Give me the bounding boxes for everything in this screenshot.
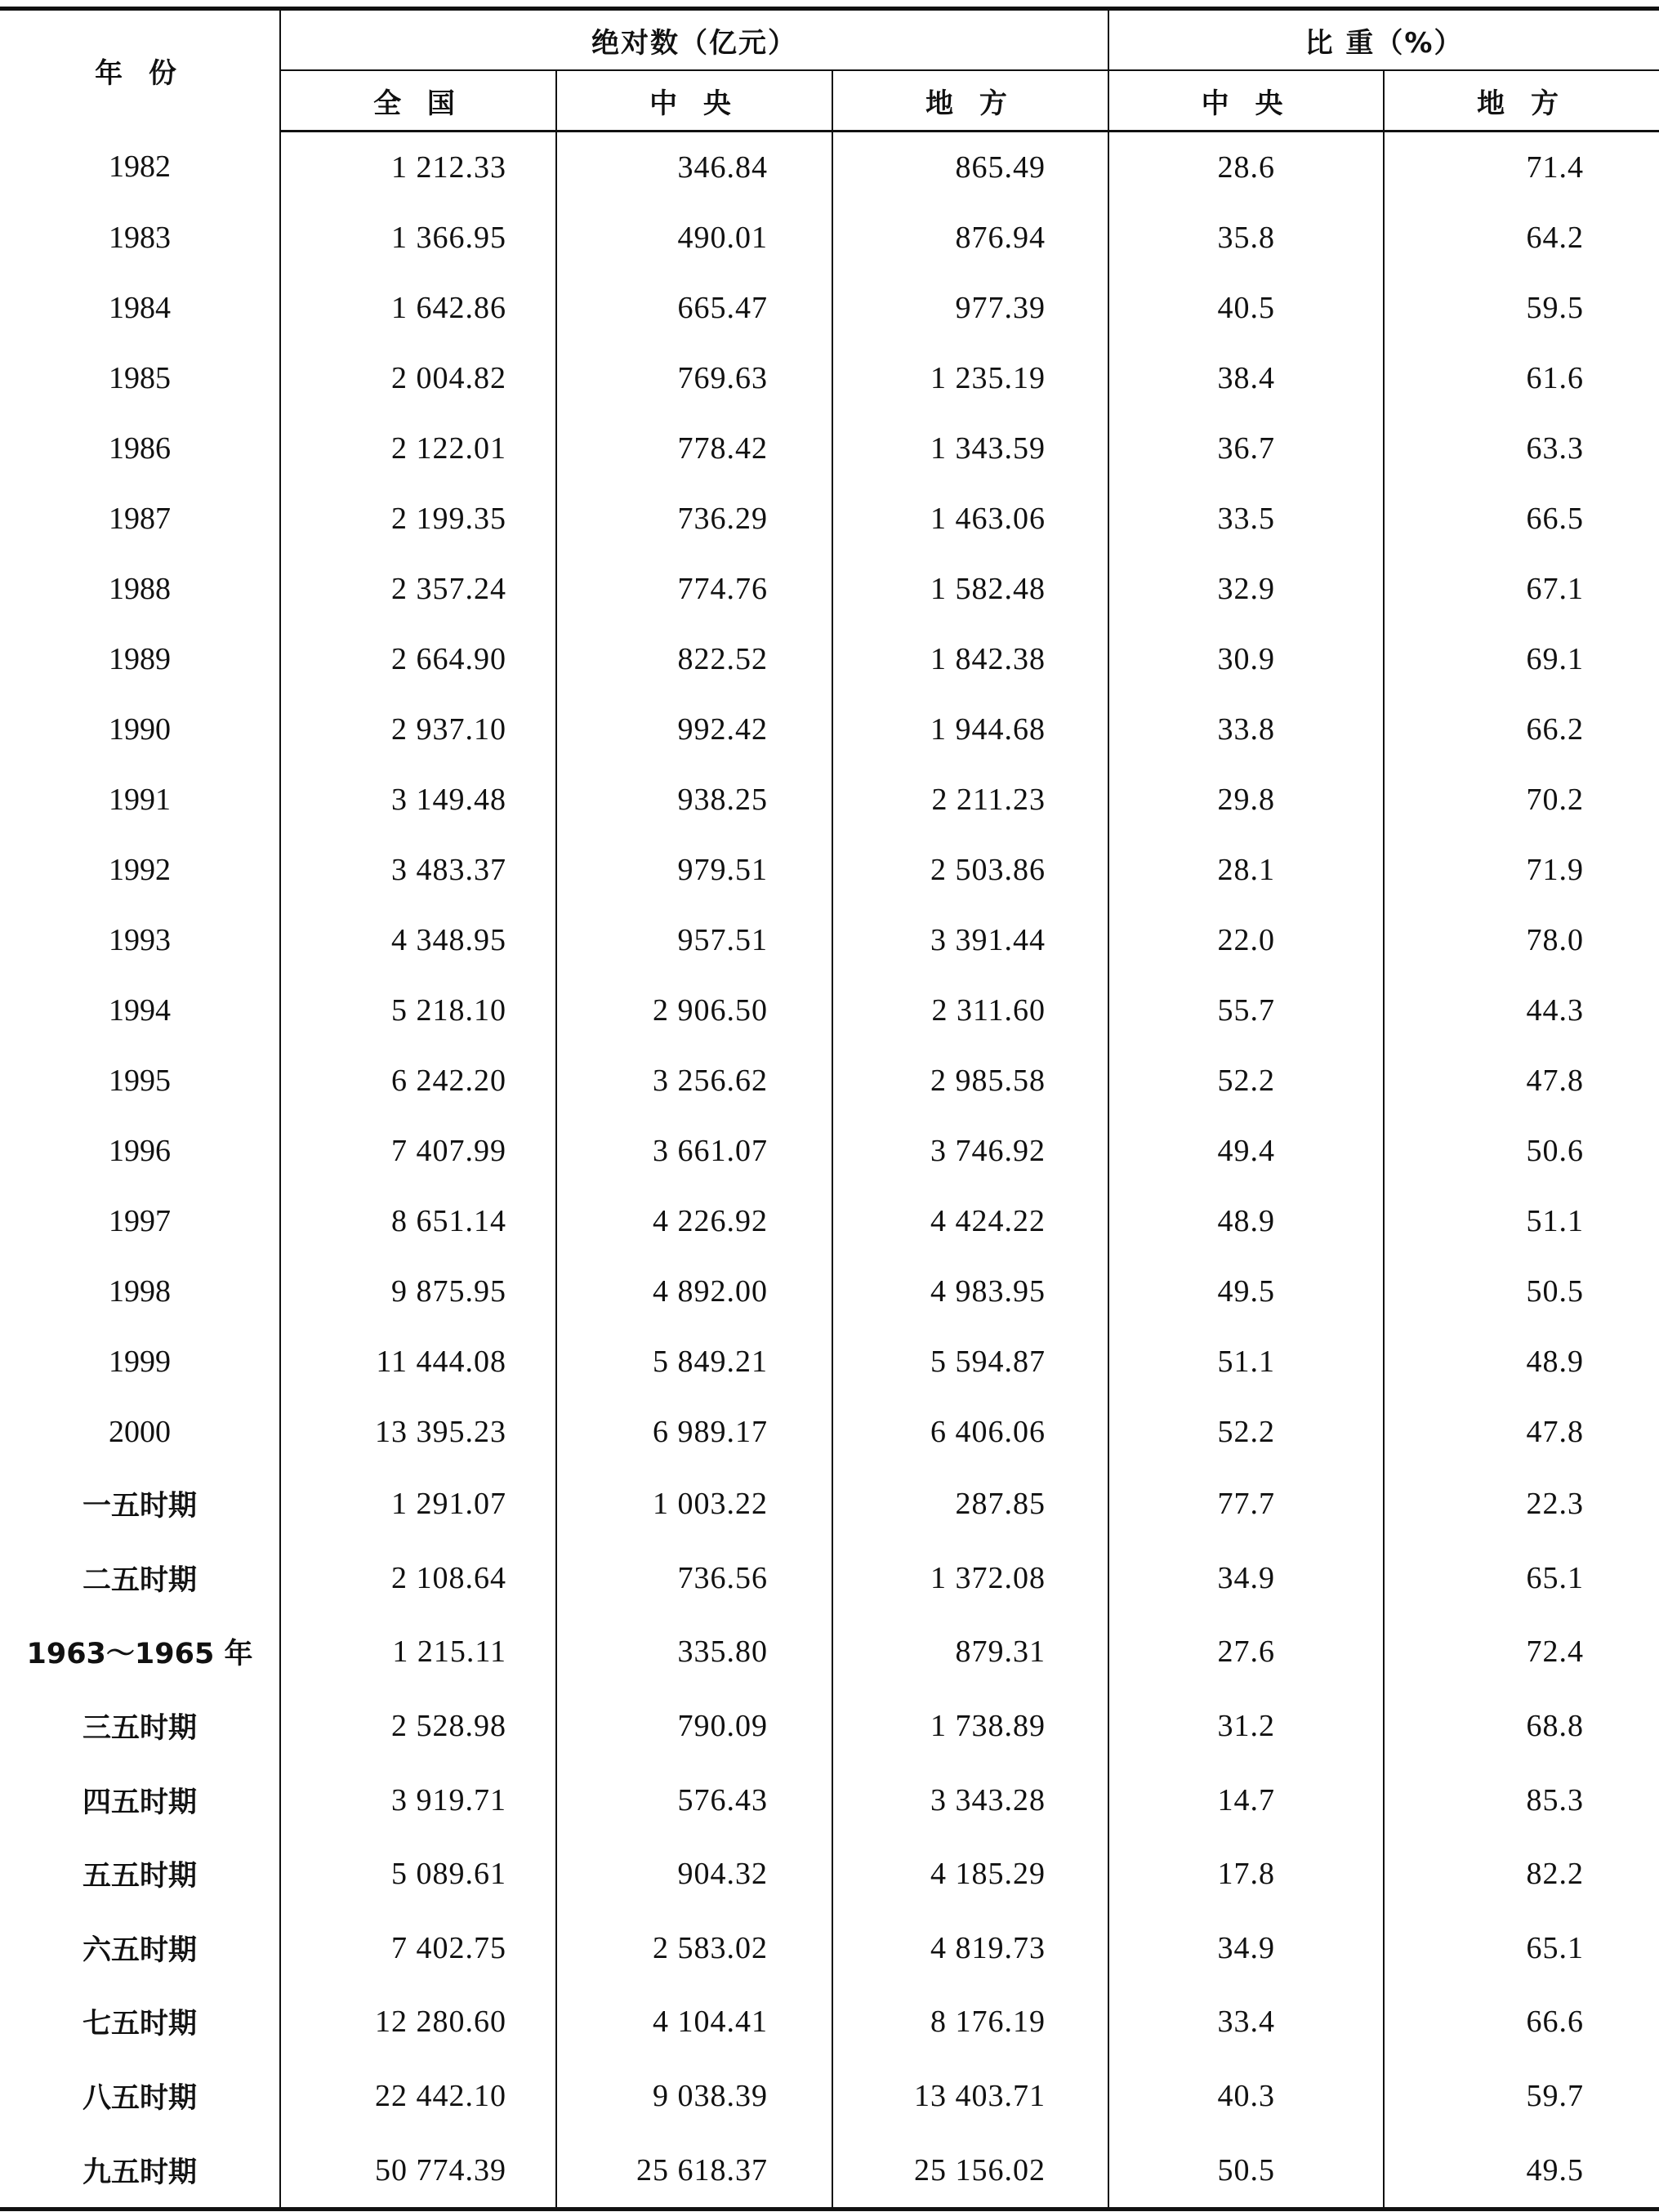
- cell-abs-total: 3 149.48: [280, 765, 556, 835]
- cell-abs-local: 2 985.58: [832, 1046, 1108, 1116]
- cell-share-central: 36.7: [1108, 413, 1384, 484]
- header-absolute-group: 绝对数（亿元）: [280, 9, 1108, 71]
- table-row: [0, 132, 1659, 203]
- cell-share-central: 34.9: [1108, 1911, 1384, 1986]
- cell-abs-total: 2 528.98: [280, 1689, 556, 1764]
- cell-abs-total: 1 291.07: [280, 1467, 556, 1541]
- cell-abs-total: 4 348.95: [280, 905, 556, 975]
- cell-abs-local: 287.85: [832, 1467, 1108, 1541]
- cell-abs-local: 4 819.73: [832, 1911, 1108, 1986]
- cell-share-local: 66.2: [1384, 694, 1659, 765]
- cell-abs-central: 2 583.02: [556, 1911, 832, 1986]
- cell-share-local: 50.6: [1384, 1116, 1659, 1186]
- table-row: [0, 1837, 1659, 1911]
- cell-year: 六五时期: [82, 1933, 197, 1967]
- cell-year: 四五时期: [82, 1786, 197, 1819]
- cell-abs-local: 2 503.86: [832, 835, 1108, 905]
- header-share-central: 中 央: [1108, 70, 1384, 132]
- table-header: [0, 9, 1659, 132]
- cell-year: 1994: [109, 993, 171, 1028]
- table-row: [0, 2133, 1659, 2209]
- cell-abs-local: 1 463.06: [832, 484, 1108, 554]
- cell-abs-local: 13 403.71: [832, 2059, 1108, 2134]
- cell-share-central: 40.3: [1108, 2059, 1384, 2134]
- table-row: [0, 1397, 1659, 1467]
- cell-share-local: 66.5: [1384, 484, 1659, 554]
- cell-share-central: 31.2: [1108, 1689, 1384, 1764]
- cell-abs-central: 4 892.00: [556, 1256, 832, 1327]
- cell-abs-local: 3 343.28: [832, 1763, 1108, 1837]
- cell-year: 八五时期: [82, 2082, 197, 2116]
- table-row: [0, 835, 1659, 905]
- table-row: [0, 905, 1659, 975]
- cell-share-central: 77.7: [1108, 1467, 1384, 1541]
- cell-abs-local: 3 746.92: [832, 1116, 1108, 1186]
- table-row: [0, 975, 1659, 1046]
- cell-year: 1999: [109, 1345, 171, 1379]
- table-row: [0, 1615, 1659, 1689]
- cell-share-central: 50.5: [1108, 2133, 1384, 2209]
- cell-abs-total: 50 774.39: [280, 2133, 556, 2209]
- cell-abs-local: 2 311.60: [832, 975, 1108, 1046]
- cell-share-central: 28.1: [1108, 835, 1384, 905]
- cell-share-local: 59.7: [1384, 2059, 1659, 2134]
- cell-abs-local: 1 738.89: [832, 1689, 1108, 1764]
- cell-abs-total: 11 444.08: [280, 1327, 556, 1397]
- cell-abs-central: 576.43: [556, 1763, 832, 1837]
- cell-abs-central: 769.63: [556, 343, 832, 413]
- cell-abs-central: 665.47: [556, 273, 832, 343]
- cell-abs-total: 1 212.33: [280, 132, 556, 203]
- cell-abs-central: 346.84: [556, 132, 832, 203]
- cell-abs-local: 865.49: [832, 132, 1108, 203]
- table-row: [0, 1186, 1659, 1256]
- cell-abs-total: 12 280.60: [280, 1985, 556, 2059]
- cell-year: 1990: [109, 712, 171, 747]
- cell-share-central: 52.2: [1108, 1397, 1384, 1467]
- cell-share-central: 40.5: [1108, 273, 1384, 343]
- table-row: [0, 343, 1659, 413]
- cell-share-local: 63.3: [1384, 413, 1659, 484]
- cell-share-local: 69.1: [1384, 624, 1659, 694]
- cell-share-local: 44.3: [1384, 975, 1659, 1046]
- table-row: [0, 1046, 1659, 1116]
- cell-share-central: 14.7: [1108, 1763, 1384, 1837]
- cell-year: 1998: [109, 1274, 171, 1309]
- cell-year: 九五时期: [82, 2156, 197, 2189]
- cell-abs-central: 979.51: [556, 835, 832, 905]
- cell-abs-central: 4 226.92: [556, 1186, 832, 1256]
- cell-abs-local: 1 582.48: [832, 554, 1108, 624]
- cell-abs-total: 3 483.37: [280, 835, 556, 905]
- cell-share-local: 61.6: [1384, 343, 1659, 413]
- cell-share-central: 30.9: [1108, 624, 1384, 694]
- cell-share-central: 51.1: [1108, 1327, 1384, 1397]
- cell-abs-local: 6 406.06: [832, 1397, 1108, 1467]
- cell-year: 1984: [109, 291, 171, 325]
- header-abs-central: 中 央: [556, 70, 832, 132]
- cell-abs-total: 2 108.64: [280, 1541, 556, 1616]
- table-row: [0, 1689, 1659, 1764]
- cell-year: 1993: [109, 923, 171, 957]
- cell-share-central: 29.8: [1108, 765, 1384, 835]
- cell-share-local: 72.4: [1384, 1615, 1659, 1689]
- cell-abs-local: 8 176.19: [832, 1985, 1108, 2059]
- cell-year: 1988: [109, 572, 171, 606]
- table-body: [0, 132, 1659, 2210]
- cell-share-central: 49.4: [1108, 1116, 1384, 1186]
- table-row: [0, 203, 1659, 273]
- cell-abs-local: 879.31: [832, 1615, 1108, 1689]
- cell-abs-total: 1 215.11: [280, 1615, 556, 1689]
- cell-share-central: 35.8: [1108, 203, 1384, 273]
- table-row: [0, 554, 1659, 624]
- cell-share-local: 68.8: [1384, 1689, 1659, 1764]
- cell-share-central: 22.0: [1108, 905, 1384, 975]
- cell-abs-total: 1 366.95: [280, 203, 556, 273]
- cell-abs-central: 6 989.17: [556, 1397, 832, 1467]
- cell-abs-central: 938.25: [556, 765, 832, 835]
- cell-year: 1982: [109, 149, 171, 185]
- cell-abs-central: 9 038.39: [556, 2059, 832, 2134]
- table-row: [0, 1467, 1659, 1541]
- cell-share-central: 17.8: [1108, 1837, 1384, 1911]
- header-year: 年 份: [95, 57, 185, 91]
- cell-abs-central: 2 906.50: [556, 975, 832, 1046]
- table-row: [0, 273, 1659, 343]
- table-row: [0, 1541, 1659, 1616]
- cell-abs-central: 774.76: [556, 554, 832, 624]
- cell-share-local: 71.9: [1384, 835, 1659, 905]
- cell-year: 五五时期: [82, 1860, 197, 1893]
- table-row: [0, 413, 1659, 484]
- cell-share-central: 48.9: [1108, 1186, 1384, 1256]
- cell-share-central: 34.9: [1108, 1541, 1384, 1616]
- cell-abs-central: 736.29: [556, 484, 832, 554]
- cell-abs-local: 4 983.95: [832, 1256, 1108, 1327]
- cell-share-local: 70.2: [1384, 765, 1659, 835]
- cell-abs-central: 490.01: [556, 203, 832, 273]
- cell-abs-central: 822.52: [556, 624, 832, 694]
- cell-abs-total: 2 122.01: [280, 413, 556, 484]
- cell-year: 1992: [109, 853, 171, 887]
- table-row: [0, 1116, 1659, 1186]
- table-row: [0, 1911, 1659, 1986]
- cell-abs-total: 5 089.61: [280, 1837, 556, 1911]
- cell-share-local: 78.0: [1384, 905, 1659, 975]
- table-row: [0, 765, 1659, 835]
- table-row: [0, 1763, 1659, 1837]
- cell-abs-total: 8 651.14: [280, 1186, 556, 1256]
- table-row: [0, 1256, 1659, 1327]
- table-row: [0, 694, 1659, 765]
- cell-year: 二五时期: [82, 1563, 197, 1597]
- cell-abs-local: 1 944.68: [832, 694, 1108, 765]
- cell-abs-total: 7 407.99: [280, 1116, 556, 1186]
- header-abs-local: 地 方: [832, 70, 1108, 132]
- cell-abs-total: 2 937.10: [280, 694, 556, 765]
- cell-year: 1989: [109, 642, 171, 676]
- cell-abs-local: 1 343.59: [832, 413, 1108, 484]
- cell-share-central: 32.9: [1108, 554, 1384, 624]
- cell-year: 1995: [109, 1064, 171, 1098]
- cell-share-local: 50.5: [1384, 1256, 1659, 1327]
- cell-abs-local: 1 842.38: [832, 624, 1108, 694]
- cell-abs-total: 3 919.71: [280, 1763, 556, 1837]
- cell-share-local: 64.2: [1384, 203, 1659, 273]
- header-abs-total: 全 国: [280, 70, 556, 132]
- cell-abs-central: 3 256.62: [556, 1046, 832, 1116]
- table-row: [0, 2059, 1659, 2134]
- cell-share-local: 22.3: [1384, 1467, 1659, 1541]
- cell-share-local: 47.8: [1384, 1397, 1659, 1467]
- cell-year: 1983: [109, 221, 171, 255]
- cell-share-central: 28.6: [1108, 132, 1384, 203]
- cell-share-local: 59.5: [1384, 273, 1659, 343]
- cell-abs-local: 876.94: [832, 203, 1108, 273]
- cell-year: 1987: [109, 502, 171, 536]
- cell-abs-local: 4 424.22: [832, 1186, 1108, 1256]
- cell-abs-central: 4 104.41: [556, 1985, 832, 2059]
- cell-abs-local: 3 391.44: [832, 905, 1108, 975]
- cell-abs-central: 1 003.22: [556, 1467, 832, 1541]
- cell-abs-total: 13 395.23: [280, 1397, 556, 1467]
- cell-year: 2000: [109, 1415, 171, 1449]
- cell-share-local: 47.8: [1384, 1046, 1659, 1116]
- cell-abs-local: 25 156.02: [832, 2133, 1108, 2209]
- cell-abs-local: 4 185.29: [832, 1837, 1108, 1911]
- cell-share-local: 71.4: [1384, 132, 1659, 203]
- cell-share-local: 66.6: [1384, 1985, 1659, 2059]
- document-page: [0, 7, 1659, 2211]
- cell-share-central: 38.4: [1108, 343, 1384, 413]
- cell-share-local: 49.5: [1384, 2133, 1659, 2209]
- cell-share-central: 33.8: [1108, 694, 1384, 765]
- cell-share-local: 65.1: [1384, 1911, 1659, 1986]
- cell-abs-local: 1 235.19: [832, 343, 1108, 413]
- cell-abs-central: 335.80: [556, 1615, 832, 1689]
- cell-abs-local: 1 372.08: [832, 1541, 1108, 1616]
- cell-year: 1996: [109, 1134, 171, 1168]
- cell-abs-total: 5 218.10: [280, 975, 556, 1046]
- cell-abs-local: 5 594.87: [832, 1327, 1108, 1397]
- cell-abs-total: 22 442.10: [280, 2059, 556, 2134]
- cell-share-central: 49.5: [1108, 1256, 1384, 1327]
- cell-abs-total: 2 664.90: [280, 624, 556, 694]
- table-row: [0, 624, 1659, 694]
- fiscal-revenue-table: [0, 7, 1659, 2211]
- cell-abs-central: 3 661.07: [556, 1116, 832, 1186]
- cell-share-central: 33.4: [1108, 1985, 1384, 2059]
- header-share-local: 地 方: [1384, 70, 1659, 132]
- cell-abs-local: 2 211.23: [832, 765, 1108, 835]
- cell-abs-total: 6 242.20: [280, 1046, 556, 1116]
- cell-share-local: 51.1: [1384, 1186, 1659, 1256]
- cell-year: 1985: [109, 361, 171, 395]
- cell-share-local: 85.3: [1384, 1763, 1659, 1837]
- cell-share-local: 67.1: [1384, 554, 1659, 624]
- cell-share-central: 27.6: [1108, 1615, 1384, 1689]
- cell-share-central: 33.5: [1108, 484, 1384, 554]
- cell-abs-central: 736.56: [556, 1541, 832, 1616]
- table-row: [0, 1327, 1659, 1397]
- cell-abs-total: 2 357.24: [280, 554, 556, 624]
- cell-abs-total: 7 402.75: [280, 1911, 556, 1986]
- cell-abs-central: 790.09: [556, 1689, 832, 1764]
- table-row: [0, 1985, 1659, 2059]
- cell-year: 1991: [109, 783, 171, 817]
- cell-abs-total: 1 642.86: [280, 273, 556, 343]
- cell-abs-central: 778.42: [556, 413, 832, 484]
- cell-year: 七五时期: [82, 2008, 197, 2041]
- cell-abs-central: 904.32: [556, 1837, 832, 1911]
- cell-abs-total: 2 004.82: [280, 343, 556, 413]
- cell-year: 一五时期: [82, 1490, 197, 1523]
- cell-year: 1963～1965 年: [26, 1638, 253, 1671]
- cell-year: 三五时期: [82, 1712, 197, 1746]
- cell-abs-central: 957.51: [556, 905, 832, 975]
- header-share-group: 比 重（%）: [1108, 9, 1659, 71]
- cell-abs-central: 992.42: [556, 694, 832, 765]
- cell-share-local: 65.1: [1384, 1541, 1659, 1616]
- cell-year: 1997: [109, 1204, 171, 1238]
- header-row-groups: [0, 9, 1659, 71]
- cell-share-central: 55.7: [1108, 975, 1384, 1046]
- cell-abs-total: 9 875.95: [280, 1256, 556, 1327]
- cell-abs-total: 2 199.35: [280, 484, 556, 554]
- cell-share-local: 48.9: [1384, 1327, 1659, 1397]
- cell-abs-local: 977.39: [832, 273, 1108, 343]
- cell-year: 1986: [109, 431, 171, 466]
- table-row: [0, 484, 1659, 554]
- cell-share-central: 52.2: [1108, 1046, 1384, 1116]
- cell-share-local: 82.2: [1384, 1837, 1659, 1911]
- cell-abs-central: 25 618.37: [556, 2133, 832, 2209]
- cell-abs-central: 5 849.21: [556, 1327, 832, 1397]
